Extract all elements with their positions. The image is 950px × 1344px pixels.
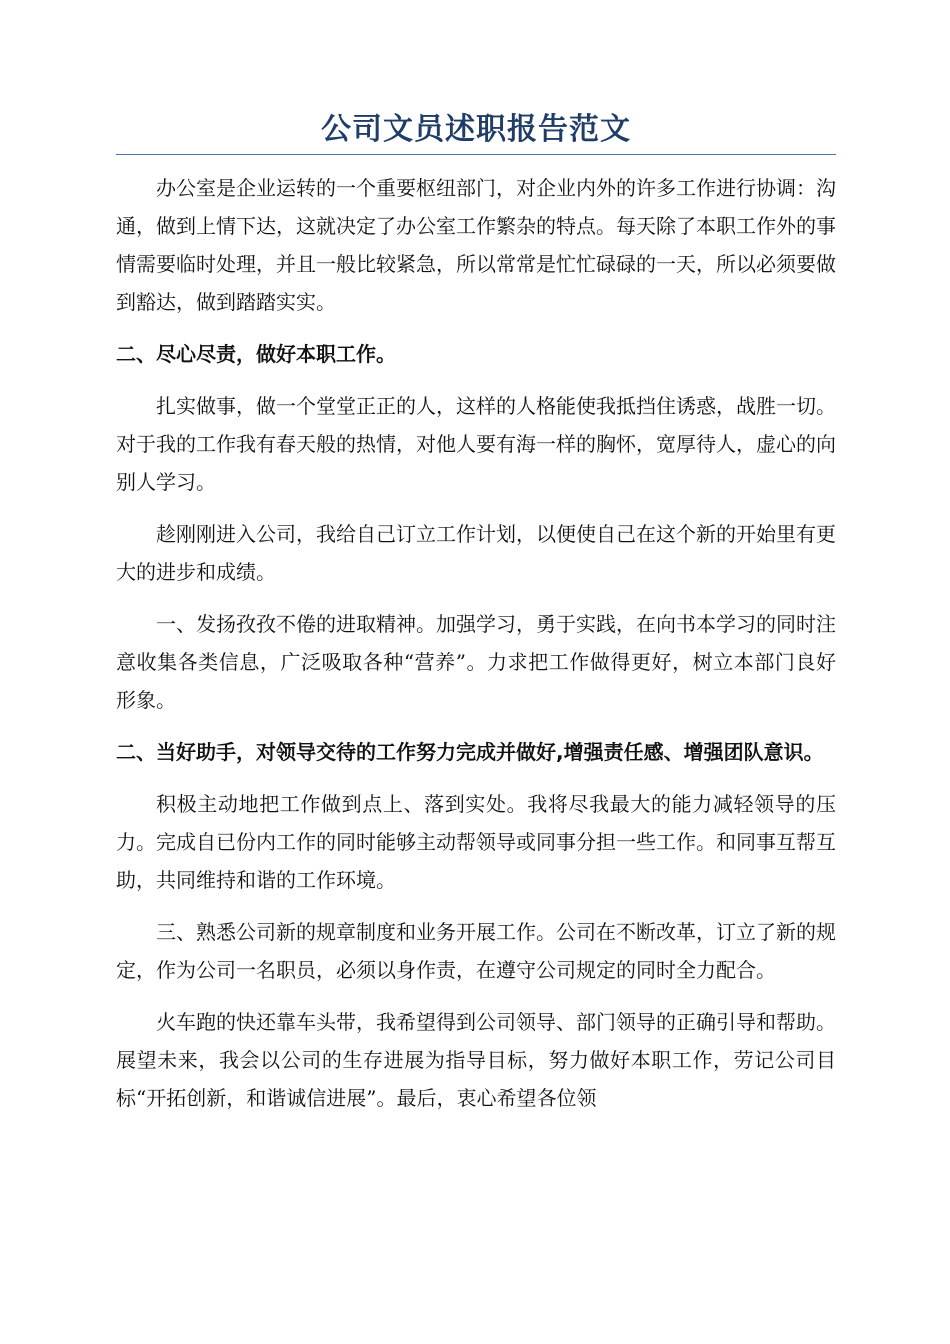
document-page [116,108,836,1131]
paragraph: 办公室是企业运转的一个重要枢纽部门，对企业内外的许多工作进行协调：沟通，做到上情下达，这就决定了办公室工作繁杂的特点。每天除了本职工作外的事情需要临时处理，并且一般比较紧急，所以常常是忙忙碌碌的一天，所以必须要做到豁达，做到踏踏实实。 [116,176,836,314]
paragraph: 一、发扬孜孜不倦的进取精神。加强学习，勇于实践，在向书本学习的同时注意收集各类信息，广泛吸取各种“营养”。力求把工作做得更好，树立本部门良好形象。 [116,612,836,712]
title-underline [116,154,836,155]
paragraph: 扎实做事，做一个堂堂正正的人，这样的人格能使我抵挡住诱惑，战胜一切。对于我的工作我有春天般的热情，对他人要有海一样的胸怀，宽厚待人，虚心的向别人学习。 [116,394,836,494]
section-heading: 二、尽心尽责，做好本职工作。 [116,342,396,366]
paragraph: 火车跑的快还靠车头带，我希望得到公司领导、部门领导的正确引导和帮助。展望未来，我会以公司的生存进展为指导目标，努力做好本职工作，劳记公司目标“开拓创新，和谐诚信进展”。最后，衷心希望各位领 [116,1010,836,1110]
section-heading: 二、当好助手，对领导交待的工作努力完成并做好,增强责任感、增强团队意识。 [116,740,824,764]
paragraph: 趁刚刚进入公司，我给自己订立工作计划，以便使自己在这个新的开始里有更大的进步和成绩。 [116,522,836,584]
paragraph: 积极主动地把工作做到点上、落到实处。我将尽我最大的能力减轻领导的压力。完成自已份内工作的同时能够主动帮领导或同事分担一些工作。和同事互帮互助，共同维持和谐的工作环境。 [116,792,836,892]
paragraph: 三、熟悉公司新的规章制度和业务开展工作。公司在不断改革，订立了新的规定，作为公司一名职员，必须以身作责，在遵守公司规定的同时全力配合。 [116,920,836,982]
document-title: 公司文员述职报告范文 [321,112,631,147]
